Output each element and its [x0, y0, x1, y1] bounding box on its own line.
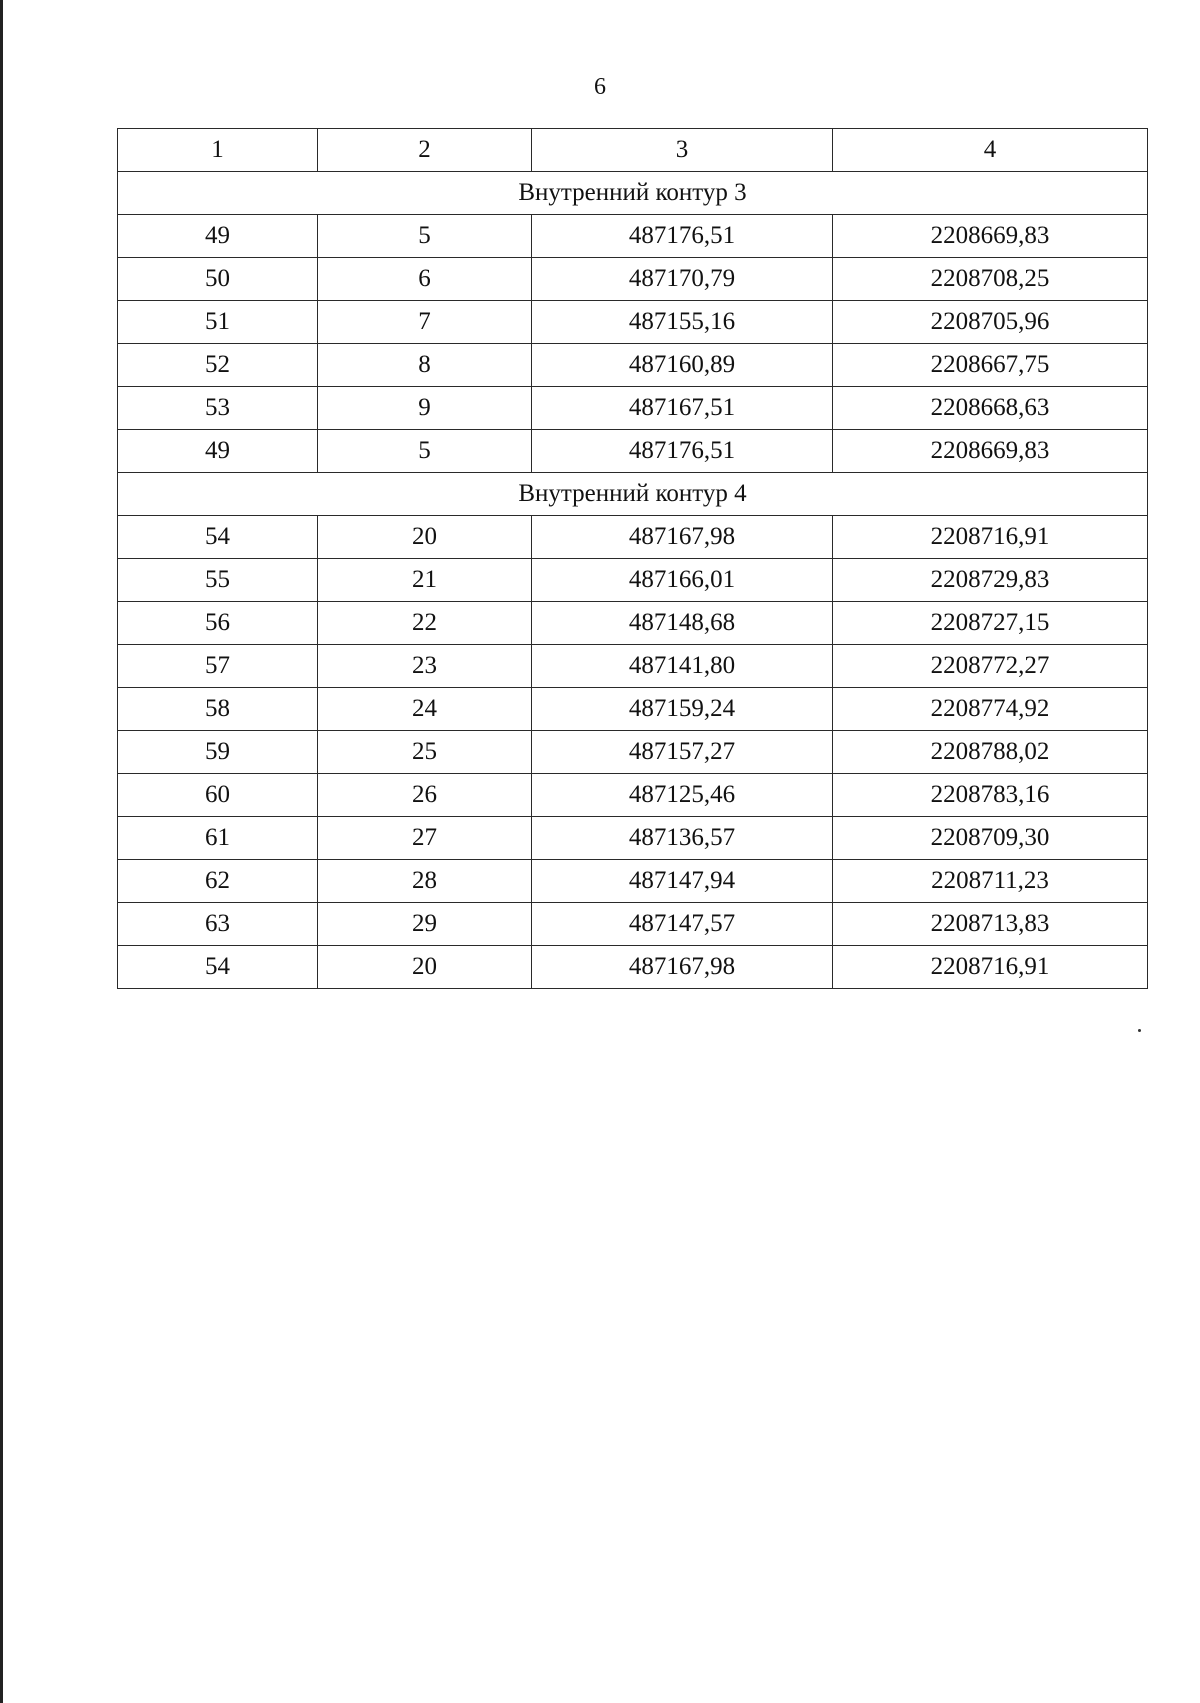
table-cell: 29: [318, 903, 532, 946]
table-cell: 51: [118, 301, 318, 344]
table-cell: 487170,79: [532, 258, 833, 301]
header-cell: 1: [118, 129, 318, 172]
table-cell: 2208668,63: [833, 387, 1148, 430]
table-cell: 59: [118, 731, 318, 774]
header-cell: 2: [318, 129, 532, 172]
table-row: [118, 903, 1148, 946]
table-cell: 2208772,27: [833, 645, 1148, 688]
coordinates-table: [117, 128, 1148, 989]
table-cell: 49: [118, 215, 318, 258]
coordinates-table-body: [118, 129, 1148, 989]
table-cell: 487136,57: [532, 817, 833, 860]
table-cell: 50: [118, 258, 318, 301]
table-cell: 55: [118, 559, 318, 602]
section-title: Внутренний контур 3: [118, 172, 1148, 215]
table-row: [118, 215, 1148, 258]
table-cell: 27: [318, 817, 532, 860]
scan-left-edge: [0, 0, 3, 1703]
table-row: [118, 774, 1148, 817]
table-row: [118, 430, 1148, 473]
table-cell: 487166,01: [532, 559, 833, 602]
table-cell: 7: [318, 301, 532, 344]
table-cell: 2208716,91: [833, 516, 1148, 559]
table-cell: 26: [318, 774, 532, 817]
table-row: [118, 387, 1148, 430]
table-cell: 487176,51: [532, 430, 833, 473]
table-cell: 22: [318, 602, 532, 645]
table-cell: 2208711,23: [833, 860, 1148, 903]
table-cell: 2208788,02: [833, 731, 1148, 774]
table-cell: 2208729,83: [833, 559, 1148, 602]
scan-speck: [1138, 1029, 1141, 1032]
table-cell: 23: [318, 645, 532, 688]
table-header-row: [118, 129, 1148, 172]
table-cell: 49: [118, 430, 318, 473]
table-cell: 487148,68: [532, 602, 833, 645]
table-cell: 5: [318, 215, 532, 258]
section-title-row: [118, 172, 1148, 215]
table-cell: 2208774,92: [833, 688, 1148, 731]
table-row: [118, 817, 1148, 860]
table-cell: 9: [318, 387, 532, 430]
table-cell: 487157,27: [532, 731, 833, 774]
table-cell: 487147,94: [532, 860, 833, 903]
section-title: Внутренний контур 4: [118, 473, 1148, 516]
table-row: [118, 688, 1148, 731]
table-cell: 62: [118, 860, 318, 903]
table-row: [118, 516, 1148, 559]
table-cell: 2208667,75: [833, 344, 1148, 387]
header-cell: 4: [833, 129, 1148, 172]
table-cell: 487167,98: [532, 946, 833, 989]
table-cell: 24: [318, 688, 532, 731]
table-cell: 6: [318, 258, 532, 301]
table-cell: 2208708,25: [833, 258, 1148, 301]
table-cell: 5: [318, 430, 532, 473]
page-number: 6: [594, 74, 606, 100]
header-cell: 3: [532, 129, 833, 172]
table-row: [118, 559, 1148, 602]
table-cell: 2208716,91: [833, 946, 1148, 989]
table-cell: 20: [318, 946, 532, 989]
table-cell: 487160,89: [532, 344, 833, 387]
table-cell: 28: [318, 860, 532, 903]
table-cell: 487167,51: [532, 387, 833, 430]
table-cell: 2208705,96: [833, 301, 1148, 344]
table-cell: 61: [118, 817, 318, 860]
table-cell: 60: [118, 774, 318, 817]
table-row: [118, 602, 1148, 645]
table-cell: 8: [318, 344, 532, 387]
table-cell: 2208669,83: [833, 430, 1148, 473]
section-title-row: [118, 473, 1148, 516]
table-row: [118, 301, 1148, 344]
table-row: [118, 860, 1148, 903]
table-cell: 487125,46: [532, 774, 833, 817]
table-cell: 487155,16: [532, 301, 833, 344]
table-cell: 25: [318, 731, 532, 774]
table-cell: 21: [318, 559, 532, 602]
table-row: [118, 258, 1148, 301]
table-cell: 487167,98: [532, 516, 833, 559]
table-row: [118, 645, 1148, 688]
table-cell: 53: [118, 387, 318, 430]
table-row: [118, 344, 1148, 387]
table-cell: 56: [118, 602, 318, 645]
table-cell: 487159,24: [532, 688, 833, 731]
table-cell: 2208727,15: [833, 602, 1148, 645]
table-cell: 487141,80: [532, 645, 833, 688]
table-cell: 2208709,30: [833, 817, 1148, 860]
table-cell: 63: [118, 903, 318, 946]
table-cell: 58: [118, 688, 318, 731]
table-cell: 20: [318, 516, 532, 559]
table-cell: 57: [118, 645, 318, 688]
table-cell: 2208669,83: [833, 215, 1148, 258]
table-cell: 2208713,83: [833, 903, 1148, 946]
table-cell: 54: [118, 946, 318, 989]
table-cell: 487147,57: [532, 903, 833, 946]
table-cell: 52: [118, 344, 318, 387]
table-cell: 487176,51: [532, 215, 833, 258]
table-cell: 2208783,16: [833, 774, 1148, 817]
table-row: [118, 946, 1148, 989]
table-cell: 54: [118, 516, 318, 559]
table-row: [118, 731, 1148, 774]
